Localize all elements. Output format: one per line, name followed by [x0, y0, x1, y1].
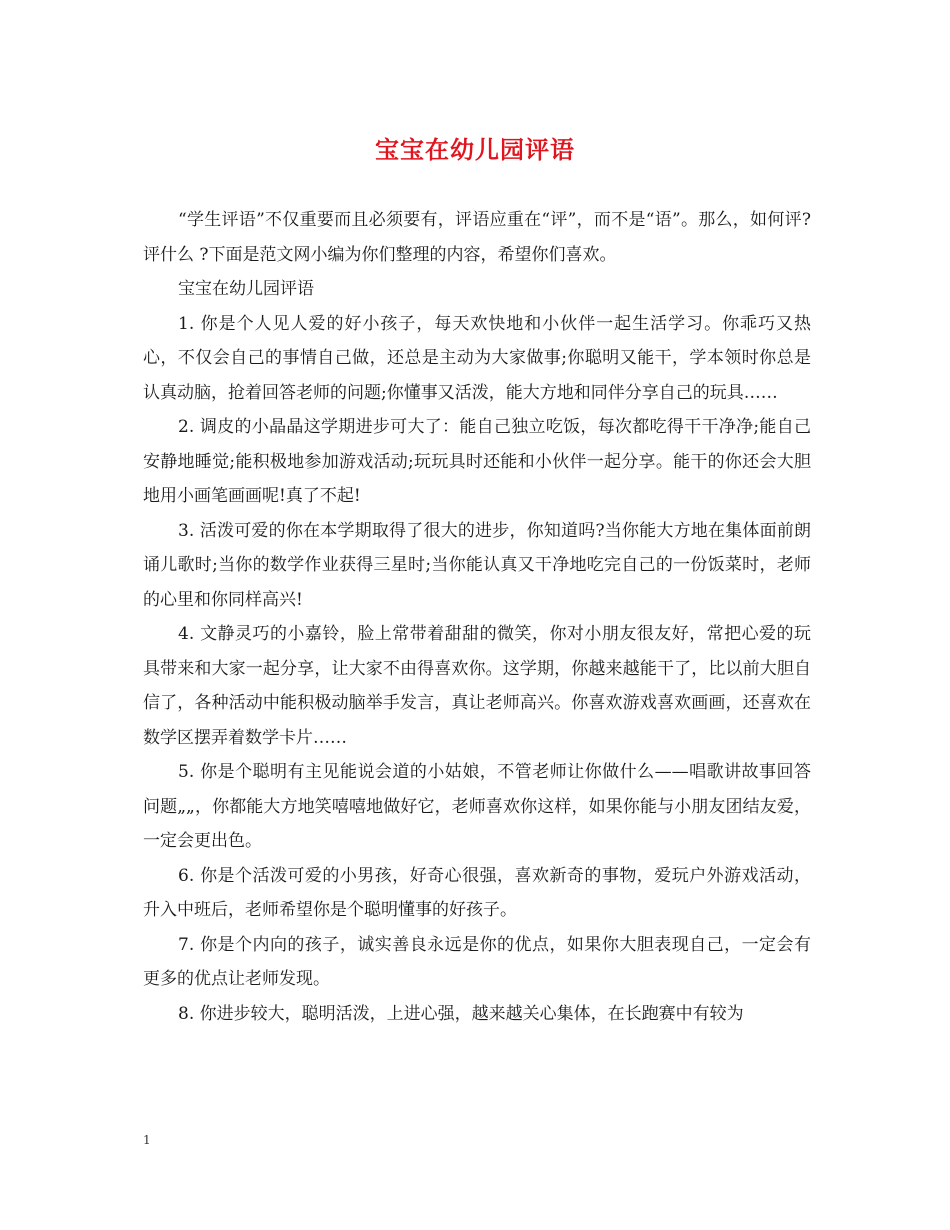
comment-item-3: 3. 活泼可爱的你在本学期取得了很大的进步，你知道吗?当你能大方地在集体面前朗诵儿歌时;当你的数学作业获得三星时;当你能认真又干净地吃完自己的一份饭菜时，老师的心里和你同样高兴! [143, 520, 811, 610]
document-title: 宝宝在幼儿园评语 [375, 135, 575, 164]
comment-item-1: 1. 你是个人见人爱的好小孩子，每天欢快地和小伙伴一起生活学习。你乖巧又热心，不仅会自己的事情自己做，还总是主动为大家做事;你聪明又能干，学本领时你总是认真动脑，抢着回答老师的问题;你懂事又活泼，能大方地和同伴分享自己的玩具…… [143, 313, 811, 403]
comment-item-5: 5. 你是个聪明有主见能说会道的小姑娘，不管老师让你做什么——唱歌讲故事回答问题„„，你都能大方地笑嘻嘻地做好它，老师喜欢你这样，如果你能与小朋友团结友爱，一定会更出色。 [143, 762, 811, 851]
intro-paragraph: “学生评语”不仅重要而且必须要有，评语应重在“评”，而不是“语”。那么，如何评?评什么 ?下面是范文网小编为你们整理的内容，希望你们喜欢。 [143, 210, 811, 265]
comment-item-4: 4. 文静灵巧的小嘉铃，脸上常带着甜甜的微笑，你对小朋友很友好，常把心爱的玩具带来和大家一起分享，让大家不由得喜欢你。这学期，你越来越能干了，比以前大胆自信了，各种活动中能积极动脑举手发言，真让老师高兴。你喜欢游戏喜欢画画，还喜欢在数学区摆弄着数学卡片…… [143, 624, 811, 748]
comment-item-6: 6. 你是个活泼可爱的小男孩，好奇心很强，喜欢新奇的事物，爱玩户外游戏活动，升入中班后，老师希望你是个聪明懂事的好孩子。 [143, 865, 811, 920]
document-body [143, 203, 811, 1031]
comment-item-8: 8. 你进步较大，聪明活泼，上进心强，越来越关心集体，在长跑赛中有较为 [178, 1003, 744, 1024]
subheading: 宝宝在幼儿园评语 [178, 279, 314, 299]
page-number: 1 [143, 1133, 151, 1147]
comment-item-7: 7. 你是个内向的孩子，诚实善良永远是你的优点，如果你大胆表现自己，一定会有更多的优点让老师发现。 [143, 934, 811, 989]
comment-item-2: 2. 调皮的小晶晶这学期进步可大了：能自己独立吃饭，每次都吃得干干净净;能自己安静地睡觉;能积极地参加游戏活动;玩玩具时还能和小伙伴一起分享。能干的你还会大胆地用小画笔画画呢!真了不起! [143, 417, 811, 506]
